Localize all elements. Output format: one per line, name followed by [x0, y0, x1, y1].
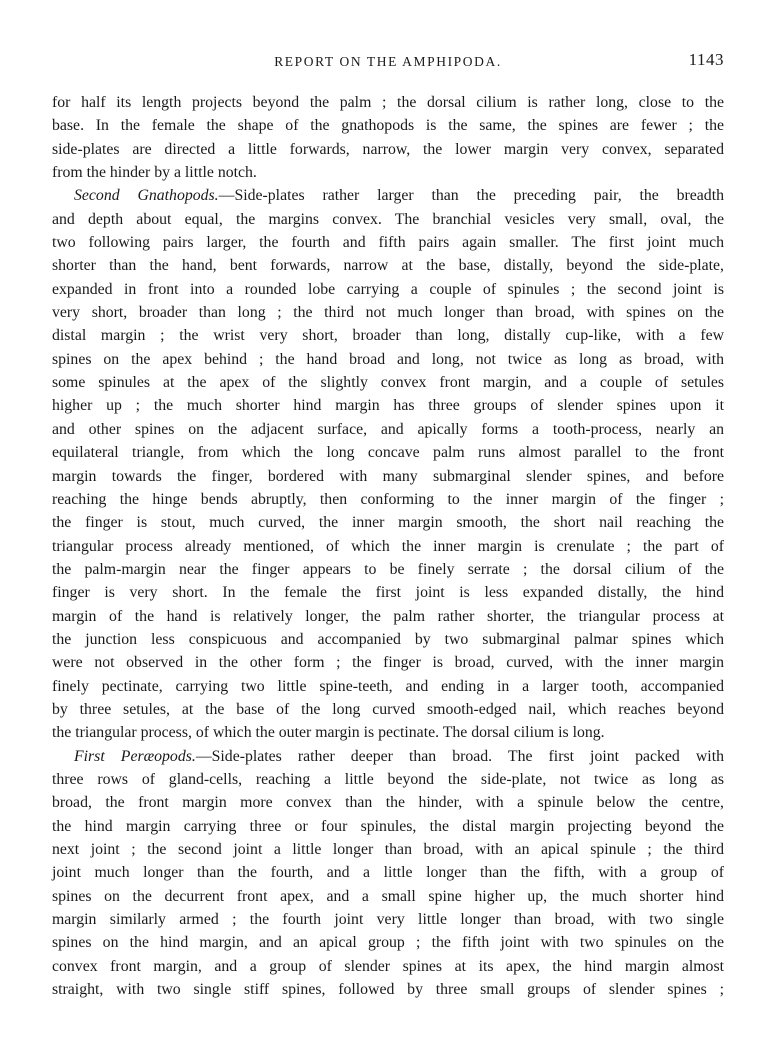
text-line: three rows of gland-cells, reaching a little beyond the side-plate, not twice as long as	[52, 770, 724, 788]
text-line: for half its length projects beyond the palm ; the dorsal cilium is rather long, close to the	[52, 94, 724, 111]
text-line: straight, with two single stiff spines, followed by three small groups of slender spines ;	[52, 981, 724, 999]
text-line: distal margin ; the wrist very short, broader than long, distally cup-like, with a few	[52, 327, 724, 345]
text-line: the hind margin carrying three or four spinules, the distal margin projecting beyond the	[52, 817, 724, 835]
text-line: the triangular process, of which the outer margin is pectinate. The dorsal cilium is long.	[52, 724, 605, 742]
text-line: next joint ; the second joint a little longer than broad, with an apical spinule ; the third	[52, 841, 724, 858]
paragraph-second-gnathopods	[52, 184, 724, 207]
text-line: and other spines on the adjacent surface, and apically forms a tooth-process, nearly an	[52, 420, 724, 438]
text-line: some spinules at the apex of the slightly convex front margin, and a couple of setules	[52, 374, 724, 392]
text-line: triangular process already mentioned, of which the inner margin is crenulate ; the part of	[52, 537, 724, 555]
text-line: base. In the female the shape of the gnathopods is the same, the spines are fewer ; the	[52, 117, 724, 135]
text-line: and depth about equal, the margins convex. The branchial vesicles very small, oval, the	[52, 210, 724, 228]
text-line: equilateral triangle, from which the long concave palm runs almost parallel to the front	[52, 444, 724, 462]
paragraph-first-peraeopods	[52, 745, 724, 768]
text-line: the palm-margin near the finger appears to be finely serrate ; the dorsal cilium of the	[52, 560, 724, 578]
heading-first-peraeopods: First Peræopods.	[74, 747, 196, 765]
text-line: two following pairs larger, the fourth and fifth pairs again smaller. The first joint much	[52, 234, 724, 252]
text-line: finger is very short. In the female the first joint is less expanded distally, the hind	[52, 584, 724, 602]
page-number: 1143	[688, 50, 724, 69]
text-line: the finger is stout, much curved, the inner margin smooth, the short nail reaching the	[52, 514, 724, 532]
text-line: from the hinder by a little notch.	[52, 164, 257, 182]
body-text	[52, 91, 724, 1001]
text-line: convex front margin, and a group of slender spines at its apex, the hind margin almost	[52, 957, 724, 975]
page-header	[52, 50, 724, 74]
text-line: were not observed in the other form ; the finger is broad, curved, with the inner margin	[52, 654, 724, 672]
text-line: —Side-plates rather deeper than broad. The first joint packed with	[195, 747, 724, 765]
text-line: joint much longer than the fourth, and a little longer than the fifth, with a group of	[52, 864, 724, 882]
running-title: REPORT ON THE AMPHIPODA.	[274, 54, 502, 69]
text-line: spines on the hind margin, and an apical group ; the fifth joint with two spinules on the	[52, 934, 724, 952]
text-line: side-plates are directed a little forwards, narrow, the lower margin very convex, separated	[52, 140, 724, 158]
text-line: by three setules, at the base of the long curved smooth-edged nail, which reaches beyond	[52, 700, 724, 718]
text-line: —Side-plates rather larger than the preceding pair, the breadth	[218, 187, 724, 205]
text-line: reaching the hinge bends abruptly, then conforming to the inner margin of the finger ;	[52, 490, 724, 508]
text-line: margin similarly armed ; the fourth joint very little longer than broad, with two single	[52, 911, 724, 929]
text-line: margin towards the finger, bordered with many submarginal slender spines, and before	[52, 467, 724, 485]
text-line: expanded in front into a rounded lobe carrying a couple of spinules ; the second joint is	[52, 280, 724, 298]
text-line: broad, the front margin more convex than the hinder, with a spinule below the centre,	[52, 794, 724, 812]
text-line: the junction less conspicuous and accompanied by two submarginal palmar spines which	[52, 630, 724, 648]
text-line: margin of the hand is relatively longer, the palm rather shorter, the triangular process at	[52, 607, 724, 625]
text-line: higher up ; the much shorter hind margin has three groups of slender spines upon it	[52, 397, 724, 415]
text-line: very short, broader than long ; the third not much longer than broad, with spines on the	[52, 304, 724, 322]
text-line: spines on the decurrent front apex, and a small spine higher up, the much shorter hind	[52, 887, 724, 905]
text-line: shorter than the hand, bent forwards, narrow at the base, distally, beyond the side-plate,	[52, 257, 724, 275]
heading-second-gnathopods: Second Gnathopods.	[74, 187, 219, 205]
text-line: finely pectinate, carrying two little spine-teeth, and ending in a larger tooth, accompanied	[52, 677, 724, 695]
text-line: spines on the apex behind ; the hand broad and long, not twice as long as broad, with	[52, 350, 724, 368]
